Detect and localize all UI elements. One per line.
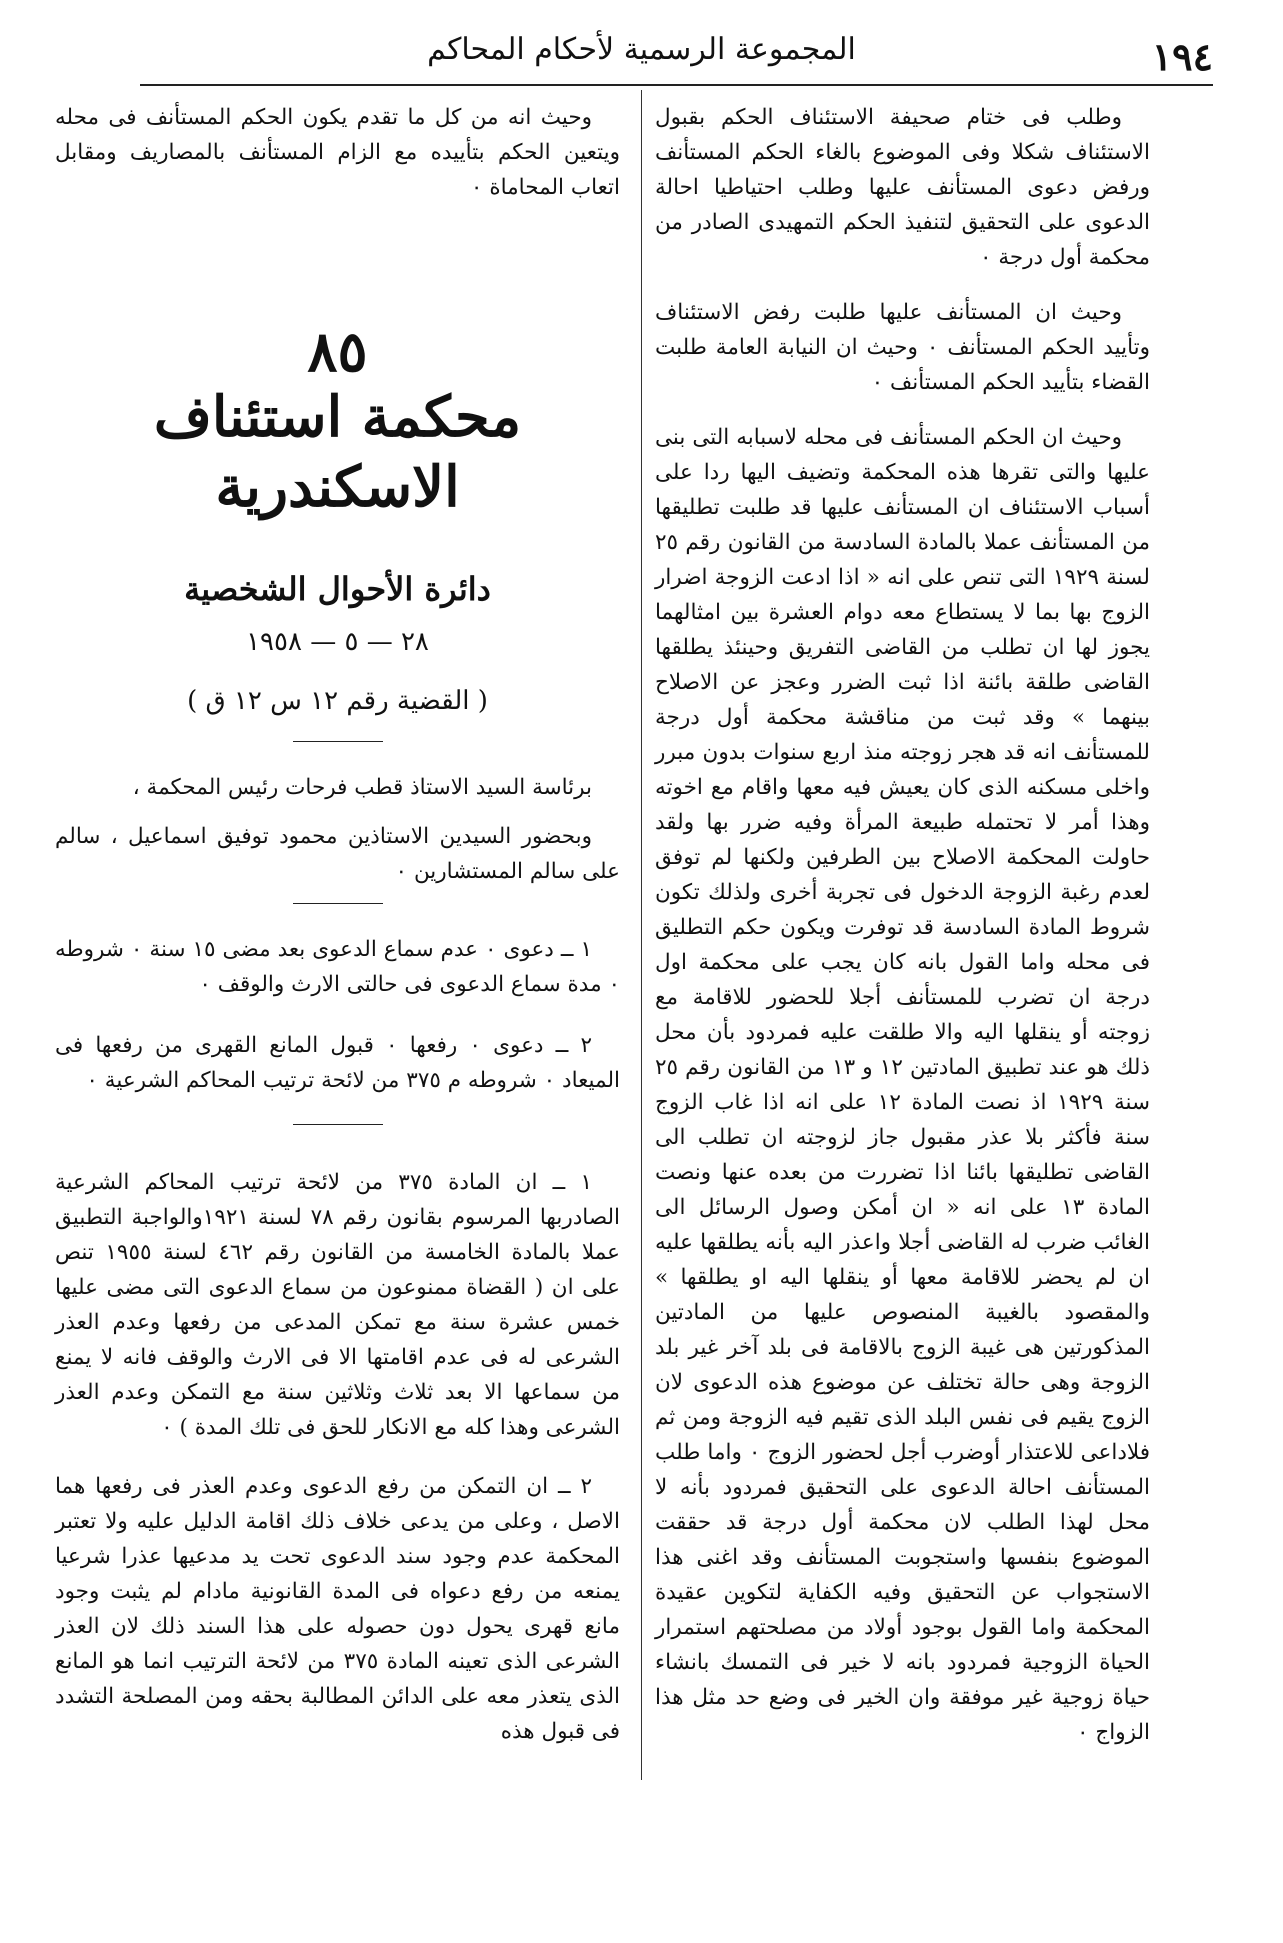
left-column (55, 100, 620, 1769)
paragraph: وحيث ان الحكم المستأنف فى محله لاسبابه التى بنى عليها والتى تقرها هذه المحكمة وتضيف اليها ردا على أسباب الاستئناف ان المستأنف عليها قد طلبت تطليقها من المستأنف عملا بالمادة السادسة من القانون رقم ٢٥ لسنة ١٩٢٩ التى تنص على انه « اذا ادعت الزوجة اضرار الزوج بها بما لا يستطاع معه دوام العشرة بين امثالهما يجوز لها ان تطلب من القاضى التفريق وحينئذ يطلقها القاضى طلقة بائنة اذا ثبت الضرر وعجز عن الاصلاح بينهما » وقد ثبت من مناقشة محكمة أول درجة للمستأنف انه قد هجر زوجته منذ اربع سنوات بدون مبرر واخلى مسكنه الذى كان يعيش فيه معها واقام مع اخوته وهذا أمر لا تحتمله طبيعة المرأة وفيه ضرر بها ولقد حاولت المحكمة الاصلاح بين الطرفين ولكنها لم توفق لعدم رغبة الزوجة الدخول فى تجربة أخرى ولذلك تكون شروط المادة السادسة قد توفرت ويكون حكم التطليق فى محله واما القول بانه كان يجب على محكمة اول درجة ان تضرب للمستأنف أجلا للحضور للاقامة مع زوجته أو ينقلها اليه والا طلقت عليه فمردود بأن محل ذلك هو عند تطبيق المادتين ١٢ و ١٣ من القانون رقم ٢٥ سنة ١٩٢٩ اذ نصت المادة ١٢ على انه اذا غاب الزوج سنة فأكثر بلا عذر مقبول جاز لزوجته ان تطلب الى القاضى تطليقها بائنا اذا تضررت من بعده عنها ونصت المادة ١٣ على انه « ان أمكن وصول الرسائل الى الغائب ضرب له القاضى أجلا واعذر اليه بأنه يطلقها عليه ان لم يحضر للاقامة معها أو ينقلها اليه او يطلقها » والمقصود بالغيبة المنصوص عليها من المادتين المذكورتين هى غيبة الزوج بالاقامة فى بلد آخر غير بلد الزوجة وهى حالة تختلف عن موضوع هذه الدعوى لان الزوج يقيم فى نفس البلد الذى تقيم فيه الزوجة ومن ثم فلاداعى للاعتذار أوضرب أجل لحضور الزوج ٠ واما طلب المستأنف احالة الدعوى على التحقيق فمردود بأنه لا محل لهذا الطلب لان محكمة أول درجة قد حققت الموضوع بنفسها واستجوبت المستأنف وقد اغنى هذا الاستجواب عن التحقيق وفيه الكفاية لتكوين عقيدة المحكمة واما القول بوجود أولاد من مصلحتهم استمرار الحياة الزوجية فمردود بانه لا خير فى التمسك بانشاء حياة زوجية غير موفقة وان الخير فى وضع حد مثل هذا الزواج ٠ (655, 425, 1151, 1745)
page-header (40, 20, 1243, 80)
bench-presiding: برئاسة السيد الاستاذ قطب فرحات رئيس المحكمة ، (132, 775, 592, 800)
right-column (655, 100, 1150, 1770)
bench-members: وبحضور السيدين الاستاذين محمود توفيق اسماعيل ، سالم على سالم المستشارين ٠ (55, 824, 620, 884)
legal-principle: ١ ــ ان المادة ٣٧٥ من لائحة ترتيب المحاكم الشرعية الصادربها المرسوم بقانون رقم ٧٨ لسنة ١٩٢١والواجبة التطبيق عملا بالمادة الخامسة من القانون رقم ٤٦٢ لسنة ١٩٥٥ تنص على ان ( القضاة ممنوعون من سماع الدعوى التى مضى عليها خمس عشرة سنة مع تمكن المدعى من رفعها وعدم العذر الشرعى له فى عدم اقامتها الا فى الارث والوقف فانه لا يمنع من سماعها الا بعد ثلاث وثلاثين سنة مع التمكن وعدم العذر الشرعى وهذا كله مع الانكار للحق فى تلك المدة ) ٠ (55, 1170, 621, 1440)
legal-principle: ٢ ــ ان التمكن من رفع الدعوى وعدم العذر فى رفعها هما الاصل ، وعلى من يدعى خلاف ذلك اقامة الدليل عليه ولا تعتبر المحكمة عدم وجود سند الدعوى تحت يد مدعيها عذرا شرعيا يمنعه من رفع دعواه فى المدة القانونية مادام لم يثبت وجود مانع قهرى يحول دون حصوله على هذا السند ذلك لان العذر الشرعى الذى تعينه المادة ٣٧٥ من لائحة الترتيب انما هو المانع الذى يتعذر معه على الدائن المطالبة بحقه ومن المصلحة التشدد فى قبول هذه (55, 1474, 621, 1744)
running-title: المجموعة الرسمية لأحكام المحاكم (427, 32, 856, 67)
paragraph: وطلب فى ختام صحيفة الاستئناف الحكم بقبول الاستئناف شكلا وفى الموضوع بالغاء الحكم المستأنف ورفض دعوى المستأنف عليها وطلب احتياطيا احالة الدعوى على التحقيق لتنفيذ الحكم التمهيدى الصادر من محكمة أول درجة ٠ (655, 105, 1150, 270)
summary-item: ١ ــ دعوى ٠ عدم سماع الدعوى بعد مضى ١٥ سنة ٠ شروطه ٠ مدة سماع الدعوى فى حالتى الارث والوقف ٠ (55, 937, 620, 997)
header-rule (140, 84, 1213, 86)
judgment-date: ٢٨ — ٥ — ١٩٥٨ (246, 627, 429, 657)
court-name: محكمة استئناف الاسكندرية (153, 384, 522, 520)
section-divider (293, 903, 383, 904)
column-divider (641, 90, 642, 1780)
summary-item: ٢ ــ دعوى ٠ رفعها ٠ قبول المانع القهرى من رفعها فى الميعاد ٠ شروطه م ٣٧٥ من لائحة ترتيب المحاكم الشرعية ٠ (55, 1033, 620, 1093)
section-divider (293, 741, 383, 742)
page-number: ١٩٤ (1151, 34, 1213, 79)
section-divider (293, 1124, 383, 1125)
circuit-title: دائرة الأحوال الشخصية (184, 570, 491, 608)
opening-paragraph: وحيث انه من كل ما تقدم يكون الحكم المستأنف فى محله ويتعين الحكم بتأييده مع الزام المستأنف بالمصاريف ومقابل اتعاب المحاماة ٠ (55, 105, 620, 200)
case-reference: ( القضية رقم ١٢ س ١٢ ق ) (187, 686, 488, 716)
case-number: ٨٥ (307, 319, 368, 385)
paragraph: وحيث ان المستأنف عليها طلبت رفض الاستئناف وتأييد الحكم المستأنف ٠ وحيث ان النيابة العامة طلبت القضاء بتأييد الحكم المستأنف ٠ (655, 300, 1150, 395)
